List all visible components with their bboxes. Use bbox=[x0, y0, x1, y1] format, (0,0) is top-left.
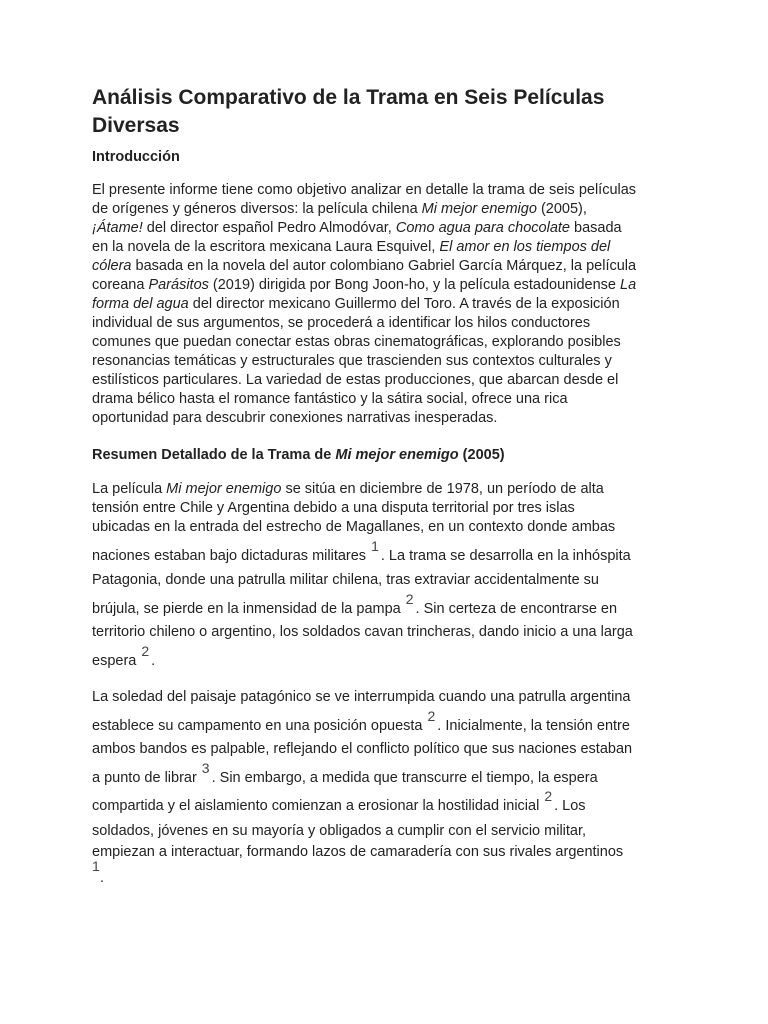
text-run: se sitúa en diciembre de 1978, un período de alta bbox=[281, 481, 604, 497]
text-line bbox=[92, 688, 631, 706]
text-line bbox=[92, 740, 632, 758]
footnote-reference[interactable]: 2 bbox=[141, 643, 150, 659]
footnote-reference[interactable]: 2 bbox=[544, 788, 553, 804]
text-run: (2019) dirigida por Bong Joon-ho, y la película estadounidense bbox=[208, 277, 620, 293]
italic-text: Mi mejor enemigo bbox=[421, 201, 537, 217]
text-run: soldados, jóvenes en su mayoría y obligados a cumplir con el servicio militar, bbox=[92, 823, 587, 839]
text-line bbox=[92, 409, 497, 427]
footnote-reference[interactable]: 1 bbox=[371, 538, 379, 554]
footnote-reference[interactable]: 3 bbox=[201, 760, 210, 776]
text-run: coreana bbox=[92, 277, 149, 293]
text-line bbox=[92, 314, 590, 332]
text-run: El presente informe tiene como objetivo analizar en detalle la trama de seis películas bbox=[92, 182, 637, 198]
text-line bbox=[92, 643, 156, 670]
text-run: de orígenes y géneros diversos: la película chilena bbox=[92, 201, 422, 217]
text-run: territorio chileno o argentino, los soldados cavan trincheras, dando inicio a una larga bbox=[92, 624, 633, 640]
text-line bbox=[92, 843, 623, 861]
text-line bbox=[92, 371, 618, 389]
text-run: . bbox=[100, 870, 105, 886]
italic-text: Mi mejor enemigo bbox=[335, 447, 459, 463]
text-line bbox=[92, 390, 568, 408]
text-run: La soledad del paisaje patagónico se ve interrumpida cuando una patrulla argentina bbox=[92, 689, 631, 705]
italic-text: Mi mejor enemigo bbox=[166, 481, 282, 497]
text-run: estilísticos particulares. La variedad de estas producciones, que abarcan desde el bbox=[92, 372, 619, 388]
text-line bbox=[92, 788, 586, 815]
text-run: resonancias temáticas y estructurales que trascienden sus contextos culturales y bbox=[92, 353, 612, 369]
italic-text: forma del agua bbox=[92, 296, 189, 312]
text-line bbox=[92, 499, 575, 517]
text-line bbox=[92, 352, 612, 370]
text-run: . Sin embargo, a medida que transcurre el tiempo, la espera bbox=[211, 770, 598, 786]
text-run: empiezan a interactuar, formando lazos de camaradería con sus rivales argentinos bbox=[92, 844, 624, 860]
text-run: . Los bbox=[554, 798, 586, 814]
text-run: naciones estaban bajo dictaduras militares bbox=[92, 548, 367, 564]
text-run: . Inicialmente, la tensión entre bbox=[437, 718, 630, 734]
text-run: Resumen Detallado de la Trama de bbox=[92, 447, 336, 463]
text-line bbox=[92, 219, 622, 237]
text-line bbox=[92, 181, 636, 199]
text-run: drama bélico hasta el romance fantástico y la sátira social, ofrece una rica bbox=[92, 391, 568, 407]
text-line bbox=[92, 571, 599, 589]
text-line bbox=[92, 623, 633, 641]
text-run: (2005), bbox=[536, 201, 587, 217]
text-run: ambos bandos es palpable, reflejando el conflicto político que sus naciones estaban bbox=[92, 741, 633, 757]
section1-heading bbox=[92, 446, 505, 464]
text-run: brújula, se pierde en la inmensidad de la pampa bbox=[92, 601, 401, 617]
italic-text: El amor en los tiempos del bbox=[439, 239, 611, 255]
text-line bbox=[92, 708, 630, 735]
intro-heading: Introducción bbox=[92, 149, 180, 165]
text-run: tensión entre Chile y Argentina debido a una disputa territorial por tres islas bbox=[92, 500, 575, 516]
text-run: oportunidad para descubrir conexiones narrativas inesperadas. bbox=[92, 410, 498, 426]
text-line bbox=[92, 238, 610, 256]
text-run: . Sin certeza de encontrarse en bbox=[415, 601, 618, 617]
text-run: espera bbox=[92, 653, 137, 669]
italic-text: La bbox=[620, 277, 637, 293]
text-run: basada bbox=[569, 220, 622, 236]
text-run: La película bbox=[92, 481, 167, 497]
italic-text: ¡Átame! bbox=[92, 220, 143, 236]
text-line bbox=[92, 591, 618, 618]
text-run: en la novela de la escritora mexicana Laura Esquivel, bbox=[92, 239, 440, 255]
text-line bbox=[92, 200, 587, 218]
text-line bbox=[92, 257, 636, 275]
text-line bbox=[100, 869, 104, 887]
footnote-reference[interactable]: 1 bbox=[92, 858, 100, 874]
text-run: . La trama se desarrolla en la inhóspita bbox=[380, 548, 631, 564]
text-run: Patagonia, donde una patrulla militar chilena, tras extraviar accidentalmente su bbox=[92, 572, 599, 588]
text-run: del director mexicano Guillermo del Toro. A través de la exposición bbox=[188, 296, 620, 312]
text-line bbox=[92, 480, 604, 498]
text-run: individual de sus argumentos, se procederá a identificar los hilos conductores bbox=[92, 315, 591, 331]
text-line bbox=[92, 518, 615, 536]
text-run: a punto de librar bbox=[92, 770, 197, 786]
text-line bbox=[92, 760, 598, 787]
italic-text: Parásitos bbox=[148, 277, 209, 293]
italic-text: Como agua para chocolate bbox=[395, 220, 570, 236]
text-line bbox=[92, 822, 586, 840]
text-run: comunes que puedan conectar estas obras cinematográficas, explorando posibles bbox=[92, 334, 621, 350]
text-line bbox=[92, 538, 631, 565]
text-line bbox=[92, 858, 100, 880]
document-title: Análisis Comparativo de la Trama en Seis Películas Diversas bbox=[92, 86, 605, 137]
text-run: . bbox=[151, 653, 156, 669]
text-line bbox=[92, 295, 620, 313]
text-run: establece su campamento en una posición opuesta bbox=[92, 718, 423, 734]
footnote-reference[interactable]: 2 bbox=[427, 708, 436, 724]
italic-text: cólera bbox=[92, 258, 132, 274]
text-run: compartida y el aislamiento comienzan a erosionar la hostilidad inicial bbox=[92, 798, 540, 814]
text-line bbox=[92, 276, 636, 294]
text-run: del director español Pedro Almodóvar, bbox=[142, 220, 396, 236]
text-line bbox=[92, 333, 621, 351]
text-run: (2005) bbox=[458, 447, 505, 463]
text-run: basada en la novela del autor colombiano Gabriel García Márquez, la película bbox=[131, 258, 637, 274]
footnote-reference[interactable]: 2 bbox=[405, 591, 414, 607]
text-run: ubicadas en la entrada del estrecho de Magallanes, en un contexto donde ambas bbox=[92, 519, 616, 535]
